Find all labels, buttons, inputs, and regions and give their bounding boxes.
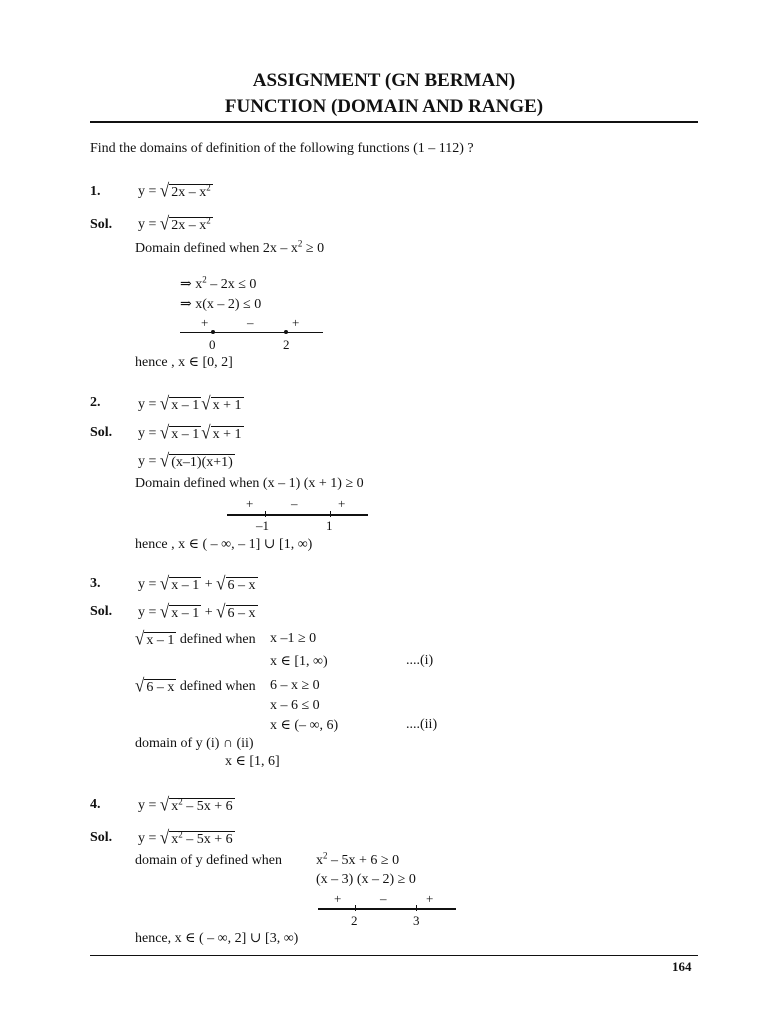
sol-4-label: Sol. (90, 830, 113, 845)
solution-2-combined: y = √ (x–1)(x+1) (138, 449, 233, 471)
sign-label: – (380, 891, 387, 906)
solution-1-answer: hence , x ∈ [0, 2] (135, 355, 233, 370)
solution-3-cond-1: x –1 ≥ 0 (270, 631, 317, 646)
problem-4-question: y = √ $x^2 - 5x + 6$ (138, 793, 233, 815)
sol-3-label: Sol. (90, 604, 113, 619)
critical-point (284, 330, 288, 334)
solution-4-answer: hence, x ∈ ( – ∞, 2] ∪ [3, ∞) (135, 931, 299, 946)
critical-point (265, 511, 266, 517)
solution-3-second-root: √ 6 – x defined when (135, 674, 256, 696)
solution-3-intersection: domain of y (i) ∩ (ii) (135, 736, 254, 751)
problem-3-question: y = √ x – 1 + √ 6 – x (138, 572, 256, 594)
solution-1-step-1: ⇒ $x^2 - 2x \le 0$ (180, 274, 257, 292)
sign-label: + (292, 315, 300, 330)
point-label: –1 (256, 518, 269, 533)
solution-3-cond-2: x ∈ [1, ∞) (270, 654, 328, 669)
point-label: 2 (351, 913, 358, 928)
solution-3-cond-3: 6 – x ≥ 0 (270, 678, 320, 693)
solution-2-domain: Domain defined when (x – 1) (x + 1) ≥ 0 (135, 476, 364, 491)
solution-2-answer: hence , x ∈ ( – ∞, – 1] ∪ [1, ∞) (135, 537, 313, 552)
solution-4-equation: y = √ $x^2 - 5x + 6$ (138, 826, 233, 848)
point-label: 3 (413, 913, 420, 928)
problem-2-number: 2. (90, 395, 101, 410)
sol-1-label: Sol. (90, 217, 113, 232)
sign-label: + (246, 496, 254, 511)
solution-1-domain: Domain defined when $2x - x^2 \ge 0$ (135, 238, 325, 256)
problem-1-question: y = √ $2x - x^2$ (138, 179, 211, 201)
solution-3-first-root: √ x – 1 defined when (135, 627, 256, 649)
header-rule (90, 121, 698, 123)
solution-3-cond-5: x ∈ (– ∞, 6) (270, 718, 339, 733)
critical-point (416, 905, 417, 911)
sign-label: – (291, 496, 298, 511)
eq-tag-ii: ....(ii) (406, 717, 438, 732)
sign-label: + (334, 891, 342, 906)
solution-3-equation: y = √ x – 1 + √ 6 – x (138, 600, 256, 622)
solution-2-equation: y = √ x – 1 √ x + 1 (138, 421, 242, 443)
sign-label: – (247, 315, 254, 330)
solution-3-cond-4: x – 6 ≤ 0 (270, 698, 320, 713)
sol-2-label: Sol. (90, 425, 113, 440)
problem-2-question: y = √ x – 1 √ x + 1 (138, 392, 242, 414)
problem-1-number: 1. (90, 184, 101, 199)
axis-line (318, 908, 456, 910)
solution-4-cond-1: $x^2 - 5x + 6 \ge 0$ (316, 850, 400, 868)
problem-3-number: 3. (90, 576, 101, 591)
problem-4-number: 4. (90, 797, 101, 812)
axis-line (227, 514, 368, 516)
solution-4-cond-2: (x – 3) (x – 2) ≥ 0 (316, 872, 416, 887)
sign-label: + (338, 496, 346, 511)
point-label: 2 (283, 337, 290, 352)
eq-tag-i: ....(i) (406, 653, 434, 668)
axis-line (180, 332, 323, 333)
point-label: 0 (209, 337, 216, 352)
solution-3-answer: x ∈ [1, 6] (225, 754, 280, 769)
critical-point (355, 905, 356, 911)
point-label: 1 (326, 518, 333, 533)
solution-4-domain: domain of y defined when (135, 853, 282, 868)
solution-1-step-2: ⇒ x(x – 2) ≤ 0 (180, 297, 262, 312)
title-line-1: ASSIGNMENT (GN BERMAN) (252, 70, 516, 91)
page-number: 164 (672, 959, 692, 974)
solution-1-equation: y = √ $2x - x^2$ (138, 212, 211, 234)
sign-label: + (201, 315, 209, 330)
critical-point (211, 330, 215, 334)
intro-text: Find the domains of definition of the following functions (1 – 112) ? (90, 141, 474, 156)
title-line-2: FUNCTION (DOMAIN AND RANGE) (224, 96, 544, 117)
footer-rule (90, 955, 698, 956)
sign-label: + (426, 891, 434, 906)
critical-point (330, 511, 331, 517)
